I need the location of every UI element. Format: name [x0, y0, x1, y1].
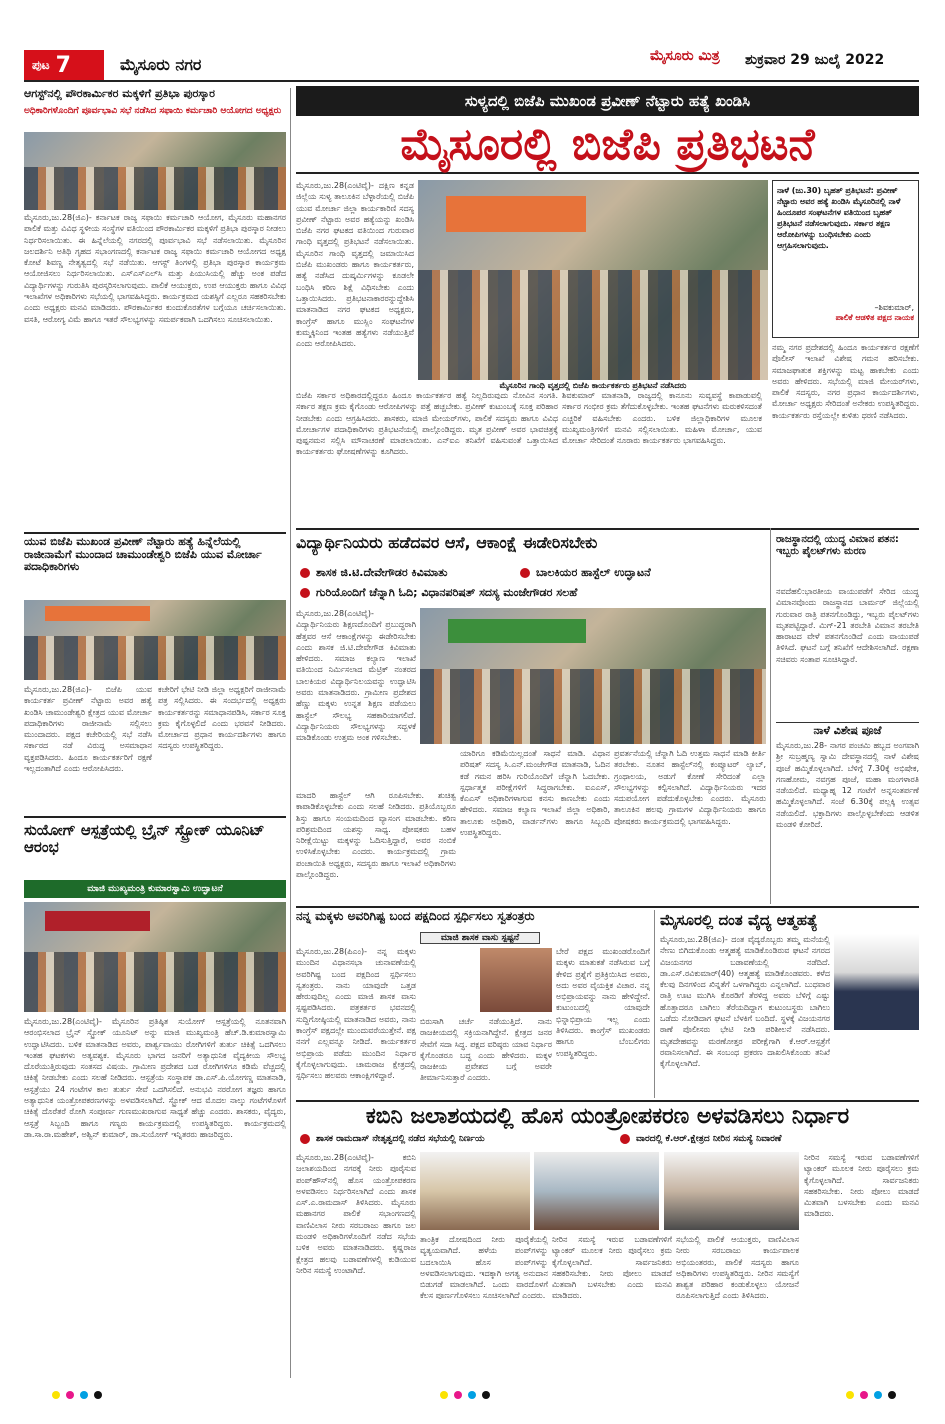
lead-photo: [418, 180, 768, 380]
mid1-body-d: ಪ್ರವರ್ತನೆಯಲ್ಲಿ ಚೆನ್ನಾಗಿ ಓದಿ ಉತ್ತಮ ಸಾಧನೆ ಮಾಡಿ ಕೀರ್ತಿ ತರಬೇಕು. ನೂತನ ಹಾಸ್ಟೆಲ್‌ನಲ್ಲಿ ಕಂಪ್ಯೂಟರ್ ಲ್ಯಾಬ್, ಗ್ರಂಥಾಲಯ, ಅಡುಗೆ ಕೋಣೆ ಸೇರಿದಂತೆ ಎಲ್ಲಾ ಸೌಲಭ್ಯಗಳನ್ನು ಕಲ್ಪಿಸಲಾಗಿದೆ. ವಿದ್ಯಾರ್ಥಿನಿಯರು ಇದರ ಸದುಪಯೋಗ ಪಡೆದುಕೊಳ್ಳಬೇಕು ಎಂದರು. ಮೈಸೂರು ತಾಲೂಕಿನ ಹಲವು ಗ್ರಾಮಗಳ ವಿದ್ಯಾರ್ಥಿನಿಯರು ಹಾಗೂ ಪೋಷಕರು ಕಾರ್ಯಕ್ರಮದಲ್ಲಿ ಭಾಗವಹಿಸಿದ್ದರು.: [614, 749, 766, 826]
mid2-portrait: [480, 948, 552, 1012]
left1-headline: ಆಗಸ್ಟ್‌ನಲ್ಲಿ ಪೌರಕಾರ್ಮಿಕರ ಮಕ್ಕಳಿಗೆ ಪ್ರತಿಭಾ ಪುರಸ್ಕಾರ: [24, 87, 215, 100]
bullet-icon: [520, 568, 530, 578]
publication-date: ಶುಕ್ರವಾರ 29 ಜುಲೈ 2022: [745, 52, 885, 68]
left3-body: ಮೈಸೂರು,ಜು.28(ಎಂಟಿವೈ)- ಮೈಸೂರಿನ ಪ್ರತಿಷ್ಠಿತ ಸುಯೋಗ್ ಆಸ್ಪತ್ರೆಯಲ್ಲಿ ನೂತನವಾಗಿ ಆರಂಭಿಸಲಾದ ಬ್ರೈನ್ ಸ್ಟ್ರೋಕ್ ಯೂನಿಟ್ ಅನ್ನು ಮಾಜಿ ಮುಖ್ಯಮಂತ್ರಿ ಹೆಚ್.ಡಿ.ಕುಮಾರಸ್ವಾಮಿ ಉದ್ಘಾಟಿಸಿದರು. ಬಳಿಕ ಮಾತನಾಡಿದ ಅವರು, ಪಾರ್ಶ್ವವಾಯು ರೋಗಿಗಳಿಗೆ ತುರ್ತು ಚಿಕಿತ್ಸೆ ಒದಗಿಸಲು ಇಂತಹ ಘಟಕಗಳು ಅತ್ಯವಶ್ಯಕ. ಮೈಸೂರು ಭಾಗದ ಜನರಿಗೆ ಅತ್ಯಾಧುನಿಕ ವೈದ್ಯಕೀಯ ಸೌಲಭ್ಯ ದೊರೆಯುತ್ತಿರುವುದು ಸಂತಸದ ವಿಷಯ. ಗ್ರಾಮೀಣ ಪ್ರದೇಶದ ಬಡ ರೋಗಿಗಳಿಗೂ ಕಡಿಮೆ ವೆಚ್ಚದಲ್ಲಿ ಚಿಕಿತ್ಸೆ ನೀಡಬೇಕು ಎಂದು ಸಲಹೆ ನೀಡಿದರು. ಆಸ್ಪತ್ರೆಯ ಸಂಸ್ಥಾಪಕ ಡಾ.ಎಸ್.ಪಿ.ಯೋಗಣ್ಣ ಮಾತನಾಡಿ, ಆಸ್ಪತ್ರೆಯು 24 ಗಂಟೆಗಳ ಕಾಲ ತುರ್ತು ಸೇವೆ ಒದಗಿಸಲಿದೆ. ಅನುಭವಿ ನರರೋಗ ತಜ್ಞರು ಹಾಗೂ ಅತ್ಯಾಧುನಿಕ ಯಂತ್ರೋಪಕರಣಗಳನ್ನು ಅಳವಡಿಸಲಾಗಿದೆ. ಸ್ಟ್ರೋಕ್ ಆದ ಮೊದಲ ನಾಲ್ಕು ಗಂಟೆಗಳೊಳಗೆ ಚಿಕಿತ್ಸೆ ದೊರೆತರೆ ರೋಗಿ ಸಂಪೂರ್ಣ ಗುಣಮುಖರಾಗುವ ಸಾಧ್ಯತೆ ಹೆಚ್ಚು ಎಂದರು. ಶಾಸಕರು, ವೈದ್ಯರು, ಆಸ್ಪತ್ರೆ ಸಿಬ್ಬಂದಿ ಹಾಗೂ ಗಣ್ಯರು ಕಾರ್ಯಕ್ರಮದಲ್ಲಿ ಉಪಸ್ಥಿತರಿದ್ದರು. ಕಾರ್ಯಕ್ರಮದಲ್ಲಿ ಡಾ.ಸಾ.ರಾ.ಮಹೇಶ್, ಅಶ್ವಿನ್ ಕುಮಾರ್, ಡಾ.ಸುಯೋಗ್ ಇನ್ನಿತರರು ಹಾಜರಿದ್ದರು.: [24, 1017, 286, 1139]
page-label: ಪುಟ: [32, 57, 50, 72]
mid1-body-c: ಯಾರಿಗೂ ಕಡಿಮೆಯಿಲ್ಲದಂತೆ ಸಾಧನೆ ಮಾಡಿ. ವಿಧಾನ ಪರಿಷತ್ ಸದಸ್ಯ ಸಿ.ಎನ್.ಮಂಜೇಗೌಡ ಮಾತನಾಡಿ, ಓದಿನ ಕಡೆ ಗಮನ ಹರಿಸಿ ಗುರಿಯೊಂದಿಗೆ ಚೆನ್ನಾಗಿ ಓದಬೇಕು. ಸ್ಪರ್ಧಾತ್ಮಕ ಪರೀಕ್ಷೆಗಳಿಗೆ ಸಿದ್ಧರಾಗಬೇಕು. ಐಎಎಸ್, ಕೆಎಎಸ್ ಅಧಿಕಾರಿಗಳಾಗುವ ಕನಸು ಕಾಣಬೇಕು ಎಂದು ಹೇಳಿದರು. ಸಮಾಜ ಕಲ್ಯಾಣ ಇಲಾಖೆ ಜಿಲ್ಲಾ ಅಧಿಕಾರಿ, ತಾಲೂಕು ಅಧಿಕಾರಿ, ವಾರ್ಡನ್‌ಗಳು ಹಾಗೂ ಸಿಬ್ಬಂದಿ ಉಪಸ್ಥಿತರಿದ್ದರು.: [460, 749, 610, 838]
right3-headline: ಮೈಸೂರಲ್ಲಿ ದಂತ ವೈದ್ಯ ಆತ್ಮಹತ್ಯೆ: [660, 911, 818, 929]
quote-text: ನಾಳೆ (ಜು.30) ಬೃಹತ್ ಪ್ರತಿಭಟನೆ: ಪ್ರವೀಣ್ ನೆಟ್ಟಾರು ಅವರ ಹತ್ಯೆ ಖಂಡಿಸಿ ಮೈಸೂರಿನಲ್ಲಿ ನಾಳೆ ಹಿಂದೂಪರ ಸಂಘಟನೆಗಳ ವತಿಯಿಂದ ಬೃಹತ್ ಪ್ರತಿಭಟನೆ ನಡೆಸಲಾಗುವುದು. ಸರ್ಕಾರ ತಕ್ಷಣ ಆರೋಪಿಗಳನ್ನು ಬಂಧಿಸಬೇಕು ಎಂದು ಆಗ್ರಹಿಸಲಾಗುವುದು.: [777, 186, 901, 250]
bullet-icon: [300, 588, 310, 598]
lead-kicker: ಸುಳ್ಯದಲ್ಲಿ ಬಿಜೆಪಿ ಮುಖಂಡ ಪ್ರವೀಣ್ ನೆಟ್ಟಾರು ಹತ್ಯೆ ಖಂಡಿಸಿ: [296, 86, 919, 116]
right1-headline: ರಾಜಸ್ಥಾನದಲ್ಲಿ ಯುದ್ಧ ವಿಮಾನ ಪತನ: ಇಬ್ಬರು ಪೈಲಟ್‌ಗಳು ಮರಣ: [776, 534, 899, 557]
divider: [296, 906, 919, 908]
section-name: ಮೈಸೂರು ನಗರ: [120, 55, 202, 74]
mid1-photo: [420, 608, 766, 744]
bottom-headline: ಕಬಿನಿ ಜಲಾಶಯದಲ್ಲಿ ಹೊಸ ಯಂತ್ರೋಪಕರಣ ಅಳವಡಿಸಲು ನಿರ್ಧಾರ: [365, 1104, 850, 1129]
left2-headline: ಯುವ ಬಿಜೆಪಿ ಮುಖಂಡ ಪ್ರವೀಣ್ ನೆಟ್ಟಾರು ಹತ್ಯೆ ಹಿನ್ನೆಲೆಯಲ್ಲಿ ರಾಜೀನಾಮೆಗೆ ಮುಂದಾದ ಚಾಮುಂಡೇಶ್ವರಿ ಬಿಜೆಪಿ ಯುವ ಮೋರ್ಚಾ ಪದಾಧಿಕಾರಿಗಳು: [24, 535, 262, 574]
right3-portrait: [834, 934, 919, 1030]
registration-marks: [52, 1384, 108, 1403]
lead-body-mid: ಬಿಜೆಪಿ ಸರ್ಕಾರ ಅಧಿಕಾರದಲ್ಲಿದ್ದರೂ ಹಿಂದೂ ಕಾರ್ಯಕರ್ತರ ಹತ್ಯೆ ನಿಲ್ಲದಿರುವುದು ನೋವಿನ ಸಂಗತಿ. ಸರ್ಕಾರ ತಕ್ಷಣ ಕ್ರಮ ಕೈಗೊಂಡು ಆರೋಪಿಗಳನ್ನು ಪತ್ತೆ ಹಚ್ಚಬೇಕು. ಪ್ರವೀಣ್ ಕುಟುಂಬಕ್ಕೆ ಸೂಕ್ತ ಪರಿಹಾರ ನೀಡಬೇಕು ಎಂದು ಆಗ್ರಹಿಸಿದರು. ಶಾಸಕರು, ಮಾಜಿ ಮೇಯರ್‌ಗಳು, ಪಾಲಿಕೆ ಸದಸ್ಯರು ಹಾಗೂ ವಿವಿಧ ಮೋರ್ಚಾಗಳ ಪದಾಧಿಕಾರಿಗಳು ಪ್ರತಿಭಟನೆಯಲ್ಲಿ ಪಾಲ್ಗೊಂಡಿದ್ದರು. ಮೃತ ಪ್ರವೀಣ್ ಅವರ ಭಾವಚಿತ್ರಕ್ಕೆ ಪುಷ್ಪನಮನ ಸಲ್ಲಿಸಿ ಮೌನಾಚರಣೆ ಮಾಡಲಾಯಿತು. ಎನ್‌ಐಎ ತನಿಖೆಗೆ ವಹಿಸುವಂತೆ ಒತ್ತಾಯಿಸಿದ ಕಾರ್ಯಕರ್ತರು ಘೋಷಣೆಗಳನ್ನು ಕೂಗಿದರು.: [296, 391, 558, 457]
left1-subhead: ಅಧಿಕಾರಿಗಳೊಂದಿಗೆ ಪೂರ್ವಭಾವಿ ಸಭೆ ನಡೆಸಿದ ಸಫಾಯಿ ಕರ್ಮಚಾರಿ ಆಯೋಗದ ಅಧ್ಯಕ್ಷರು: [24, 106, 282, 116]
column-rule: [654, 910, 655, 1098]
column-rule: [290, 88, 291, 1378]
divider: [296, 1100, 919, 1102]
left1-photo: [24, 132, 286, 210]
left2-body-a: ಮೈಸೂರು,ಜು.28(ಜಿಎ)- ಬಿಜೆಪಿ ಯುವ ಕಾರ್ಯಕರ್ತ ಪ್ರವೀಣ್ ನೆಟ್ಟಾರು ಅವರ ಹತ್ಯೆ ಖಂಡಿಸಿ ಚಾಮುಂಡೇಶ್ವರಿ ಕ್ಷೇತ್ರದ ಯುವ ಮೋರ್ಚಾ ಪದಾಧಿಕಾರಿಗಳು ರಾಜೀನಾಮೆ ಸಲ್ಲಿಸಲು ಮುಂದಾದರು. ಪಕ್ಷದ ಕಚೇರಿಯಲ್ಲಿ ಸಭೆ ನಡೆಸಿ ಸರ್ಕಾರದ ನಡೆ ವಿರುದ್ಧ ಅಸಮಾಧಾನ ವ್ಯಕ್ತಪಡಿಸಿದರು. ಹಿಂದೂ ಕಾರ್ಯಕರ್ತರಿಗೆ ರಕ್ಷಣೆ ಇಲ್ಲದಂತಾಗಿದೆ ಎಂದು ಆರೋಪಿಸಿದರು.: [24, 685, 152, 774]
left2-photo: [24, 600, 286, 680]
registration-marks: [440, 1384, 496, 1403]
right2-body: ಮೈಸೂರು,ಜು.28- ನಾಗರ ಪಂಚಮಿ ಹಬ್ಬದ ಅಂಗವಾಗಿ ಶ್ರೀ ಸುಬ್ರಹ್ಮಣ್ಯ ಸ್ವಾಮಿ ದೇವಸ್ಥಾನದಲ್ಲಿ ನಾಳೆ ವಿಶೇಷ ಪೂಜೆ ಹಮ್ಮಿಕೊಳ್ಳಲಾಗಿದೆ. ಬೆಳಿಗ್ಗೆ 7.30ಕ್ಕೆ ಅಭಿಷೇಕ, ಗಣಹೋಮ, ನವಗ್ರಹ ಪೂಜೆ, ಮಹಾ ಮಂಗಳಾರತಿ ನಡೆಯಲಿದೆ. ಮಧ್ಯಾಹ್ನ 12 ಗಂಟೆಗೆ ಅನ್ನಸಂತರ್ಪಣೆ ಹಮ್ಮಿಕೊಳ್ಳಲಾಗಿದೆ. ಸಂಜೆ 6.30ಕ್ಕೆ ಪಲ್ಲಕ್ಕಿ ಉತ್ಸವ ನಡೆಯಲಿದೆ. ಭಕ್ತಾದಿಗಳು ಪಾಲ್ಗೊಳ್ಳಬೇಕೆಂದು ಆಡಳಿತ ಮಂಡಳಿ ಕೋರಿದೆ.: [776, 741, 919, 830]
left3-banner: ಮಾಜಿ ಮುಖ್ಯಮಂತ್ರಿ ಕುಮಾರಸ್ವಾಮಿ ಉದ್ಘಾಟನೆ: [24, 880, 286, 898]
mid2-body-b: ಬಿರುಸಾಗಿ ಚರ್ಚೆ ನಡೆಯುತ್ತಿದೆ. ನಾನು ರಾಜಕೀಯದಲ್ಲಿ ಸಕ್ರಿಯನಾಗಿದ್ದೇನೆ. ಕ್ಷೇತ್ರದ ಜನರ ಸೇವೆಗೆ ಸದಾ ಸಿದ್ಧ. ಪಕ್ಷದ ವರಿಷ್ಠರು ಯಾವ ನಿರ್ಧಾರ ಕೈಗೊಂಡರೂ ಬದ್ಧ ಎಂದು ಹೇಳಿದರು. ಮಕ್ಕಳ ರಾಜಕೀಯ ಪ್ರವೇಶದ ಬಗ್ಗೆ ಅವರೇ ತೀರ್ಮಾನಿಸುತ್ತಾರೆ ಎಂದರು.: [420, 1017, 552, 1083]
bottom-photo-3: [664, 1152, 799, 1230]
bullet-icon: [300, 1134, 310, 1144]
mid2-headline: ನನ್ನ ಮಕ್ಕಳು ಅವರಿಗಿಷ್ಟ ಬಂದ ಪಕ್ಷದಿಂದ ಸ್ಪರ್ಧಿಸಲು ಸ್ವತಂತ್ರರು: [296, 909, 535, 923]
mid2-body-a: ಮೈಸೂರು,ಜು.28(ಪಿಎಂ)- ನನ್ನ ಮಕ್ಕಳು ಮುಂದಿನ ವಿಧಾನಸಭಾ ಚುನಾವಣೆಯಲ್ಲಿ ಅವರಿಗಿಷ್ಟ ಬಂದ ಪಕ್ಷದಿಂದ ಸ್ಪರ್ಧಿಸಲು ಸ್ವತಂತ್ರರು. ನಾನು ಯಾವುದೇ ಒತ್ತಡ ಹೇರುವುದಿಲ್ಲ ಎಂದು ಮಾಜಿ ಶಾಸಕ ವಾಸು ಸ್ಪಷ್ಟಪಡಿಸಿದರು. ಪತ್ರಕರ್ತರ ಭವನದಲ್ಲಿ ಸುದ್ದಿಗೋಷ್ಠಿಯಲ್ಲಿ ಮಾತನಾಡಿದ ಅವರು, ನಾನು ಕಾಂಗ್ರೆಸ್ ಪಕ್ಷದಲ್ಲೇ ಮುಂದುವರೆಯುತ್ತೇನೆ. ಪಕ್ಷ ನನಗೆ ಎಲ್ಲವನ್ನೂ ನೀಡಿದೆ. ಕಾರ್ಯಕರ್ತರ ಅಭಿಪ್ರಾಯ ಪಡೆದು ಮುಂದಿನ ನಿರ್ಧಾರ ಕೈಗೊಳ್ಳಲಾಗುವುದು. ಚಾಮರಾಜ ಕ್ಷೇತ್ರದಲ್ಲಿ ಸ್ಪರ್ಧಿಸಲು ಹಲವರು ಆಕಾಂಕ್ಷಿಗಳಿದ್ದಾರೆ.: [296, 947, 416, 1081]
divider: [296, 528, 919, 530]
mid2-tag: ಮಾಜಿ ಶಾಸಕ ವಾಸು ಸ್ಪಷ್ಟನೆ: [420, 932, 540, 944]
left2-body-b: ಕಚೇರಿಗೆ ಭೇಟಿ ನೀಡಿ ಜಿಲ್ಲಾ ಅಧ್ಯಕ್ಷರಿಗೆ ರಾಜೀನಾಮೆ ಪತ್ರ ಸಲ್ಲಿಸಿದರು. ಈ ಸಂದರ್ಭದಲ್ಲಿ ಅಧ್ಯಕ್ಷರು ಕಾರ್ಯಕರ್ತರನ್ನು ಸಮಾಧಾನಪಡಿಸಿ, ಸರ್ಕಾರ ಸೂಕ್ತ ಕ್ರಮ ಕೈಗೊಳ್ಳಲಿದೆ ಎಂದು ಭರವಸೆ ನೀಡಿದರು. ಮೋರ್ಚಾದ ಪ್ರಧಾನ ಕಾರ್ಯದರ್ಶಿಗಳು ಹಾಗೂ ಸದಸ್ಯರು ಉಪಸ್ಥಿತರಿದ್ದರು.: [158, 685, 286, 751]
lead-body-right: ಶಿವಕುಮಾರ್ ಮಾತನಾಡಿ, ರಾಜ್ಯದಲ್ಲಿ ಕಾನೂನು ಸುವ್ಯವಸ್ಥೆ ಕಾಪಾಡುವಲ್ಲಿ ಸರ್ಕಾರ ಗಂಭೀರ ಕ್ರಮ ತೆಗೆದುಕೊಳ್ಳಬೇಕು. ಇಂತಹ ಘಟನೆಗಳು ಮರುಕಳಿಸದಂತೆ ಎಚ್ಚರಿಕೆ ವಹಿಸಬೇಕು ಎಂದರು. ಬಳಿಕ ಜಿಲ್ಲಾಧಿಕಾರಿಗಳ ಮೂಲಕ ಮುಖ್ಯಮಂತ್ರಿಗಳಿಗೆ ಮನವಿ ಸಲ್ಲಿಸಲಾಯಿತು. ಮಹಿಳಾ ಮೋರ್ಚಾ, ಯುವ ಮೋರ್ಚಾ ಸೇರಿದಂತೆ ನೂರಾರು ಕಾರ್ಯಕರ್ತರು ಭಾಗವಹಿಸಿದ್ದರು.: [562, 391, 762, 446]
bottom-body-d: ಸಭೆಯಲ್ಲಿ ಪಾಲಿಕೆ ಆಯುಕ್ತರು, ವಾಣಿವಿಲಾಸ ನೀರು ಸರಬರಾಜು ಕಾರ್ಯಪಾಲಕ ಅಭಿಯಂತರರು, ಪಾಲಿಕೆ ಸದಸ್ಯರು ಹಾಗೂ ಅಧಿಕಾರಿಗಳು ಉಪಸ್ಥಿತರಿದ್ದರು. ನೀರಿನ ಸಮಸ್ಯೆಗೆ ಶಾಶ್ವತ ಪರಿಹಾರ ಕಂಡುಕೊಳ್ಳಲು ಯೋಜನೆ ರೂಪಿಸಲಾಗುತ್ತಿದೆ ಎಂದು ತಿಳಿಸಿದರು.: [676, 1235, 799, 1301]
bullet-icon: [300, 568, 310, 578]
column-rule: [770, 528, 771, 904]
bottom-body-b: ತಾಂತ್ರಿಕ ದೋಷದಿಂದ ನೀರು ಪೂರೈಕೆಯಲ್ಲಿ ವ್ಯತ್ಯಯವಾಗಿದೆ. ಹಳೆಯ ಪಂಪ್‌ಗಳನ್ನು ಬದಲಾಯಿಸಿ ಹೊಸ ಪಂಪ್‌ಗಳನ್ನು ಅಳವಡಿಸಲಾಗುವುದು. ಇದಕ್ಕಾಗಿ ಅಗತ್ಯ ಅನುದಾನ ಬಿಡುಗಡೆ ಮಾಡಲಾಗಿದೆ. ಒಂದು ವಾರದೊಳಗೆ ಕೆಲಸ ಪೂರ್ಣಗೊಳಿಸಲು ಸೂಚಿಸಲಾಗಿದೆ ಎಂದರು.: [420, 1235, 548, 1301]
mid1-bullet-2: ಬಾಲಕಿಯರ ಹಾಸ್ಟೆಲ್ ಉದ್ಘಾಟನೆ: [520, 566, 770, 580]
divider: [24, 816, 286, 818]
quote-body: ನಮ್ಮ ನಗರ ಪ್ರದೇಶದಲ್ಲಿ ಹಿಂದೂ ಕಾರ್ಯಕರ್ತರ ರಕ್ಷಣೆಗೆ ಪೊಲೀಸ್ ಇಲಾಖೆ ವಿಶೇಷ ಗಮನ ಹರಿಸಬೇಕು. ಸಮಾಜಘಾತುಕ ಶಕ್ತಿಗಳನ್ನು ಮಟ್ಟ ಹಾಕಬೇಕು ಎಂದು ಅವರು ಹೇಳಿದರು. ಸಭೆಯಲ್ಲಿ ಮಾಜಿ ಮೇಯರ್‌ಗಳು, ಪಾಲಿಕೆ ಸದಸ್ಯರು, ನಗರ ಪ್ರಧಾನ ಕಾರ್ಯದರ್ಶಿಗಳು, ಮೋರ್ಚಾ ಅಧ್ಯಕ್ಷರು ಸೇರಿದಂತೆ ಅನೇಕರು ಉಪಸ್ಥಿತರಿದ್ದರು. ಕಾರ್ಯಕರ್ತರು ರಸ್ತೆಯಲ್ಲೇ ಕುಳಿತು ಧರಣಿ ನಡೆಸಿದರು.: [772, 343, 919, 420]
bottom-photo-2: [534, 1152, 659, 1230]
left3-headline: ಸುಯೋಗ್ ಆಸ್ಪತ್ರೆಯಲ್ಲಿ ಬ್ರೈನ್ ಸ್ಟ್ರೋಕ್ ಯೂನಿಟ್ ಆರಂಭ: [24, 821, 265, 857]
quote-box: [772, 180, 919, 338]
lead-headline: ಮೈಸೂರಲ್ಲಿ ಬಿಜೆಪಿ ಪ್ರತಿಭಟನೆ: [296, 116, 919, 174]
mid1-bullet-1: ಶಾಸಕ ಜಿ.ಟಿ.ದೇವೇಗೌಡರ ಕಿವಿಮಾತು: [300, 566, 500, 580]
right1-body: ನವದೆಹಲಿ:ಭಾರತೀಯ ವಾಯುಪಡೆಗೆ ಸೇರಿದ ಯುದ್ಧ ವಿಮಾನವೊಂದು ರಾಜಸ್ಥಾನದ ಬಾರ್ಮರ್ ಜಿಲ್ಲೆಯಲ್ಲಿ ಗುರುವಾರ ರಾತ್ರಿ ಪತನಗೊಂಡಿದ್ದು, ಇಬ್ಬರು ಪೈಲಟ್‌ಗಳು ಮೃತಪಟ್ಟಿದ್ದಾರೆ. ಮಿಗ್-21 ತರಬೇತಿ ವಿಮಾನ ತರಬೇತಿ ಹಾರಾಟದ ವೇಳೆ ಪತನಗೊಂಡಿದೆ ಎಂದು ವಾಯುಪಡೆ ತಿಳಿಸಿದೆ. ಘಟನೆ ಬಗ್ಗೆ ತನಿಖೆಗೆ ಆದೇಶಿಸಲಾಗಿದೆ. ರಕ್ಷಣಾ ಸಚಿವರು ಸಂತಾಪ ಸೂಚಿಸಿದ್ದಾರೆ.: [776, 587, 919, 664]
bullet-icon: [620, 1134, 630, 1144]
masthead: ಮೈಸೂರು ಮಿತ್ರ: [650, 48, 720, 64]
bottom-photo-1: [420, 1152, 530, 1230]
right2-headline: ನಾಳೆ ವಿಶೇಷ ಪೂಜೆ: [776, 722, 919, 738]
bottom-body-a: ಮೈಸೂರು,ಜು.28(ಎಂಟಿವೈ)- ಕಬಿನಿ ಜಲಾಶಯದಿಂದ ನಗರಕ್ಕೆ ನೀರು ಪೂರೈಸುವ ಪಂಪ್‌ಹೌಸ್‌ನಲ್ಲಿ ಹೊಸ ಯಂತ್ರೋಪಕರಣ ಅಳವಡಿಸಲು ನಿರ್ಧರಿಸಲಾಗಿದೆ ಎಂದು ಶಾಸಕ ಎಸ್.ಎ.ರಾಮದಾಸ್ ತಿಳಿಸಿದರು. ಮೈಸೂರು ಮಹಾನಗರ ಪಾಲಿಕೆ ಸಭಾಂಗಣದಲ್ಲಿ ವಾಣಿವಿಲಾಸ ನೀರು ಸರಬರಾಜು ಹಾಗೂ ಜಲ ಮಂಡಳಿ ಅಧಿಕಾರಿಗಳೊಂದಿಗೆ ನಡೆದ ಸಭೆಯ ಬಳಿಕ ಅವರು ಮಾತನಾಡಿದರು. ಕೃಷ್ಣರಾಜ ಕ್ಷೇತ್ರದ ಹಲವು ಬಡಾವಣೆಗಳಲ್ಲಿ ಕುಡಿಯುವ ನೀರಿನ ಸಮಸ್ಯೆ ಉಂಟಾಗಿದೆ.: [296, 1153, 416, 1275]
bottom-bullet-1: ಶಾಸಕ ರಾಮದಾಸ್ ನೇತೃತ್ವದಲ್ಲಿ ನಡೆದ ಸಭೆಯಲ್ಲಿ ನಿರ್ಣಯ: [300, 1134, 620, 1144]
bottom-body-c: ನೀರಿನ ಸಮಸ್ಯೆ ಇರುವ ಬಡಾವಣೆಗಳಿಗೆ ಟ್ಯಾಂಕರ್ ಮೂಲಕ ನೀರು ಪೂರೈಸಲು ಕ್ರಮ ಕೈಗೊಳ್ಳಲಾಗಿದೆ. ಸಾರ್ವಜನಿಕರು ಸಹಕರಿಸಬೇಕು. ನೀರು ಪೋಲು ಮಾಡದೆ ಮಿತವಾಗಿ ಬಳಸಬೇಕು ಎಂದು ಮನವಿ ಮಾಡಿದರು.: [552, 1235, 672, 1301]
quote-role: ಪಾಲಿಕೆ ಆಡಳಿತ ಪಕ್ಷದ ನಾಯಕ: [835, 313, 914, 322]
mid1-body-b: ಮಾದರಿ ಹಾಸ್ಟೆಲ್ ಆಗಿ ರೂಪಿಸಬೇಕು. ಶುಚಿತ್ವ ಕಾಪಾಡಿಕೊಳ್ಳಬೇಕು ಎಂದು ಸಲಹೆ ನೀಡಿದರು. ಪ್ರತಿಯೊಬ್ಬರೂ ಶಿಸ್ತು ಹಾಗೂ ಸಂಯಮದಿಂದ ವ್ಯಾಸಂಗ ಮಾಡಬೇಕು. ಕಠಿಣ ಪರಿಶ್ರಮದಿಂದ ಯಶಸ್ಸು ಸಾಧ್ಯ. ಪೋಷಕರು ಬಹಳ ನಿರೀಕ್ಷೆಯಿಟ್ಟು ಮಕ್ಕಳನ್ನು ಓದಿಸುತ್ತಿದ್ದಾರೆ, ಅವರ ನಂಬಿಕೆ ಉಳಿಸಿಕೊಳ್ಳಬೇಕು ಎಂದರು. ಕಾರ್ಯಕ್ರಮದಲ್ಲಿ ಗ್ರಾಮ ಪಂಚಾಯಿತಿ ಅಧ್ಯಕ್ಷರು, ಸದಸ್ಯರು ಹಾಗೂ ಇಲಾಖೆ ಅಧಿಕಾರಿಗಳು ಪಾಲ್ಗೊಂಡಿದ್ದರು.: [296, 791, 456, 880]
page-number-badge: [24, 50, 104, 80]
left3-photo: [24, 902, 286, 1012]
bottom-body-e: ನೀರಿನ ಸಮಸ್ಯೆ ಇರುವ ಬಡಾವಣೆಗಳಿಗೆ ಟ್ಯಾಂಕರ್ ಮೂಲಕ ನೀರು ಪೂರೈಸಲು ಕ್ರಮ ಕೈಗೊಳ್ಳಲಾಗಿದೆ. ಸಾರ್ವಜನಿಕರು ಸಹಕರಿಸಬೇಕು. ನೀರು ಪೋಲು ಮಾಡದೆ ಮಿತವಾಗಿ ಬಳಸಬೇಕು ಎಂದು ಮನವಿ ಮಾಡಿದರು.: [804, 1153, 919, 1219]
mid1-headline: ವಿದ್ಯಾರ್ಥಿನಿಯರು ಹಡೆದವರ ಆಸೆ, ಆಕಾಂಕ್ಷೆ ಈಡೇರಿಸಬೇಕು: [296, 533, 598, 552]
divider: [24, 532, 286, 534]
right3-body: ಮೈಸೂರು,ಜು.28(ಜಿಎ)- ದಂತ ವೈದ್ಯರೊಬ್ಬರು ತಮ್ಮ ಮನೆಯಲ್ಲಿ ನೇಣು ಬಿಗಿದುಕೊಂಡು ಆತ್ಮಹತ್ಯೆ ಮಾಡಿಕೊಂಡಿರುವ ಘಟನೆ ನಗರದ ವಿಜಯನಗರ ಬಡಾವಣೆಯಲ್ಲಿ ನಡೆದಿದೆ. ಡಾ.ಎಸ್.ರವಿಕುಮಾರ್(40) ಆತ್ಮಹತ್ಯೆ ಮಾಡಿಕೊಂಡವರು. ಕಳೆದ ಕೆಲವು ದಿನಗಳಿಂದ ಖಿನ್ನತೆಗೆ ಒಳಗಾಗಿದ್ದರು ಎನ್ನಲಾಗಿದೆ. ಬುಧವಾರ ರಾತ್ರಿ ಊಟ ಮುಗಿಸಿ ಕೊಠಡಿಗೆ ತೆರಳಿದ್ದ ಅವರು ಬೆಳಿಗ್ಗೆ ಎಷ್ಟು ಹೊತ್ತಾದರೂ ಬಾಗಿಲು ತೆರೆಯದಿದ್ದಾಗ ಕುಟುಂಬಸ್ಥರು ಬಾಗಿಲು ಒಡೆದು ನೋಡಿದಾಗ ಘಟನೆ ಬೆಳಕಿಗೆ ಬಂದಿದೆ. ಸ್ಥಳಕ್ಕೆ ವಿಜಯನಗರ ಠಾಣೆ ಪೊಲೀಸರು ಭೇಟಿ ನೀಡಿ ಪರಿಶೀಲನೆ ನಡೆಸಿದರು. ಮೃತದೇಹವನ್ನು ಮರಣೋತ್ತರ ಪರೀಕ್ಷೆಗಾಗಿ ಕೆ.ಆರ್.ಆಸ್ಪತ್ರೆಗೆ ರವಾನಿಸಲಾಗಿದೆ. ಈ ಸಂಬಂಧ ಪ್ರಕರಣ ದಾಖಲಿಸಿಕೊಂಡು ತನಿಖೆ ಕೈಗೊಳ್ಳಲಾಗಿದೆ.: [660, 935, 830, 1069]
mid1-body-a: ಮೈಸೂರು,ಜು.28(ಎಂಟಿವೈ)- ವಿದ್ಯಾರ್ಥಿನಿಯರು ಶಿಕ್ಷಣದೊಂದಿಗೆ ಪ್ರಬುದ್ಧರಾಗಿ ಹೆತ್ತವರ ಆಸೆ ಆಕಾಂಕ್ಷೆಗಳನ್ನು ಈಡೇರಿಸಬೇಕು ಎಂದು ಶಾಸಕ ಜಿ.ಟಿ.ದೇವೇಗೌಡ ಕಿವಿಮಾತು ಹೇಳಿದರು. ಸಮಾಜ ಕಲ್ಯಾಣ ಇಲಾಖೆ ವತಿಯಿಂದ ನಿರ್ಮಿಸಲಾದ ಮೆಟ್ರಿಕ್ ನಂತರದ ಬಾಲಕಿಯರ ವಿದ್ಯಾರ್ಥಿನಿಲಯವನ್ನು ಉದ್ಘಾಟಿಸಿ ಅವರು ಮಾತನಾಡಿದರು. ಗ್ರಾಮೀಣ ಪ್ರದೇಶದ ಹೆಣ್ಣು ಮಕ್ಕಳು ಉನ್ನತ ಶಿಕ್ಷಣ ಪಡೆಯಲು ಹಾಸ್ಟೆಲ್ ಸೌಲಭ್ಯ ಸಹಕಾರಿಯಾಗಲಿದೆ. ವಿದ್ಯಾರ್ಥಿನಿಯರು ಸೌಲಭ್ಯಗಳನ್ನು ಸದ್ಬಳಕೆ ಮಾಡಿಕೊಂಡು ಉತ್ತಮ ಅಂಕ ಗಳಿಸಬೇಕು.: [296, 609, 416, 743]
quote-by: –ಶಿವಕುಮಾರ್,: [874, 303, 914, 312]
left1-body: ಮೈಸೂರು,ಜು.28(ಜಿಎ)- ಕರ್ನಾಟಕ ರಾಜ್ಯ ಸಫಾಯಿ ಕರ್ಮಚಾರಿ ಆಯೋಗ, ಮೈಸೂರು ಮಹಾನಗರ ಪಾಲಿಕೆ ಮತ್ತು ವಿವಿಧ ಸ್ಥಳೀಯ ಸಂಸ್ಥೆಗಳ ವತಿಯಿಂದ ಪೌರಕಾರ್ಮಿಕರ ಮಕ್ಕಳಿಗೆ ಪ್ರತಿಭಾ ಪುರಸ್ಕಾರ ನೀಡಲು ನಿರ್ಧರಿಸಲಾಯಿತು. ಈ ಹಿನ್ನೆಲೆಯಲ್ಲಿ ನಗರದಲ್ಲಿ ಪೂರ್ವಭಾವಿ ಸಭೆ ನಡೆಸಲಾಯಿತು. ಮೈಸೂರಿನ ಜಲದರ್ಶಿನಿ ಅತಿಥಿ ಗೃಹದ ಸಭಾಂಗಣದಲ್ಲಿ ಕರ್ನಾಟಕ ರಾಜ್ಯ ಸಫಾಯಿ ಕರ್ಮಚಾರಿ ಆಯೋಗದ ಅಧ್ಯಕ್ಷ ಕೋಟೆ ಶಿವಣ್ಣ ನೇತೃತ್ವದಲ್ಲಿ ಸಭೆ ನಡೆಯಿತು. ಆಗಸ್ಟ್ ತಿಂಗಳಲ್ಲಿ ಪ್ರತಿಭಾ ಪುರಸ್ಕಾರ ಕಾರ್ಯಕ್ರಮ ಆಯೋಜಿಸಲು ನಿರ್ಧರಿಸಲಾಯಿತು. ಎಸ್‌ಎಸ್‌ಎಲ್‌ಸಿ ಮತ್ತು ಪಿಯುಸಿಯಲ್ಲಿ ಹೆಚ್ಚು ಅಂಕ ಪಡೆದ ವಿದ್ಯಾರ್ಥಿಗಳನ್ನು ಗುರುತಿಸಿ ಪುರಸ್ಕರಿಸಲಾಗುವುದು. ಪಾಲಿಕೆ ಆಯುಕ್ತರು, ಉಪ ಆಯುಕ್ತರು ಹಾಗೂ ವಿವಿಧ ಇಲಾಖೆಗಳ ಅಧಿಕಾರಿಗಳು ಸಭೆಯಲ್ಲಿ ಭಾಗವಹಿಸಿದ್ದರು. ಕಾರ್ಯಕ್ರಮದ ಯಶಸ್ಸಿಗೆ ಎಲ್ಲರೂ ಸಹಕರಿಸಬೇಕು ಎಂದು ಅಧ್ಯಕ್ಷರು ಮನವಿ ಮಾಡಿದರು. ಪೌರಕಾರ್ಮಿಕರ ಕುಂದುಕೊರತೆಗಳ ಬಗ್ಗೆಯೂ ಚರ್ಚಿಸಲಾಯಿತು. ವಸತಿ, ಆರೋಗ್ಯ ವಿಮೆ ಹಾಗೂ ಇತರೆ ಸೌಲಭ್ಯಗಳನ್ನು ಸಮರ್ಪಕವಾಗಿ ಒದಗಿಸಲು ಸೂಚಿಸಲಾಯಿತು.: [24, 213, 286, 324]
mid1-bullet-3: ಗುರಿಯೊಂದಿಗೆ ಚೆನ್ನಾಗಿ ಓದಿ; ವಿಧಾನಪರಿಷತ್ ಸದಸ್ಯ ಮಂಜೇಗೌಡರ ಸಲಹೆ: [300, 586, 770, 600]
mid2-body-c: ಬೇರೆ ಪಕ್ಷದ ಮುಖಂಡರೊಂದಿಗೆ ಮಕ್ಕಳು ಮಾತುಕತೆ ನಡೆಸಿರುವ ಬಗ್ಗೆ ಕೇಳಿದ ಪ್ರಶ್ನೆಗೆ ಪ್ರತಿಕ್ರಿಯಿಸಿದ ಅವರು, ಅದು ಅವರ ವೈಯಕ್ತಿಕ ವಿಚಾರ. ನನ್ನ ಅಭಿಪ್ರಾಯವನ್ನು ನಾನು ಹೇಳಿದ್ದೇನೆ. ಕುಟುಂಬದಲ್ಲಿ ಯಾವುದೇ ಭಿನ್ನಾಭಿಪ್ರಾಯ ಇಲ್ಲ ಎಂದು ತಿಳಿಸಿದರು. ಕಾಂಗ್ರೆಸ್ ಮುಖಂಡರು ಹಾಗೂ ಬೆಂಬಲಿಗರು ಉಪಸ್ಥಿತರಿದ್ದರು.: [556, 947, 650, 1058]
page-number: 7: [55, 52, 71, 78]
lead-caption: ಮೈಸೂರಿನ ಗಾಂಧಿ ವೃತ್ತದಲ್ಲಿ ಬಿಜೆಪಿ ಕಾರ್ಯಕರ್ತರು ಪ್ರತಿಭಟನೆ ನಡೆಸಿದರು: [499, 381, 687, 390]
lead-body-left: ಮೈಸೂರು,ಜು.28(ಎಂಟಿವೈ)- ದಕ್ಷಿಣ ಕನ್ನಡ ಜಿಲ್ಲೆಯ ಸುಳ್ಯ ತಾಲೂಕಿನ ಬೆಳ್ಳಾರೆಯಲ್ಲಿ ಬಿಜೆಪಿ ಯುವ ಮೋರ್ಚಾ ಜಿಲ್ಲಾ ಕಾರ್ಯಕಾರಿಣಿ ಸದಸ್ಯ ಪ್ರವೀಣ್ ನೆಟ್ಟಾರು ಅವರ ಹತ್ಯೆಯನ್ನು ಖಂಡಿಸಿ ಬಿಜೆಪಿ ನಗರ ಘಟಕದ ವತಿಯಿಂದ ಗುರುವಾರ ಗಾಂಧಿ ವೃತ್ತದಲ್ಲಿ ಪ್ರತಿಭಟನೆ ನಡೆಸಲಾಯಿತು. ಮೈಸೂರಿನ ಗಾಂಧಿ ವೃತ್ತದಲ್ಲಿ ಜಮಾಯಿಸಿದ ಬಿಜೆಪಿ ಮುಖಂಡರು ಹಾಗೂ ಕಾರ್ಯಕರ್ತರು, ಹತ್ಯೆ ನಡೆಸಿದ ದುಷ್ಕರ್ಮಿಗಳನ್ನು ಕೂಡಲೇ ಬಂಧಿಸಿ ಕಠಿಣ ಶಿಕ್ಷೆ ವಿಧಿಸಬೇಕು ಎಂದು ಒತ್ತಾಯಿಸಿದರು. ಪ್ರತಿಭಟನಾಕಾರರನ್ನುದ್ದೇಶಿಸಿ ಮಾತನಾಡಿದ ನಗರ ಘಟಕದ ಅಧ್ಯಕ್ಷರು, ಕಾಂಗ್ರೆಸ್ ಹಾಗೂ ಮುಸ್ಲಿಂ ಸಂಘಟನೆಗಳ ಕುಮ್ಮಕ್ಕಿನಿಂದ ಇಂತಹ ಹತ್ಯೆಗಳು ನಡೆಯುತ್ತಿವೆ ಎಂದು ಆರೋಪಿಸಿದರು.: [296, 181, 414, 349]
registration-marks: [846, 1384, 902, 1403]
bottom-bullet-2: ವಾರದಲ್ಲಿ ಕೆ.ಆರ್.ಕ್ಷೇತ್ರದ ನೀರಿನ ಸಮಸ್ಯೆ ನಿವಾರಣೆ: [620, 1134, 919, 1144]
